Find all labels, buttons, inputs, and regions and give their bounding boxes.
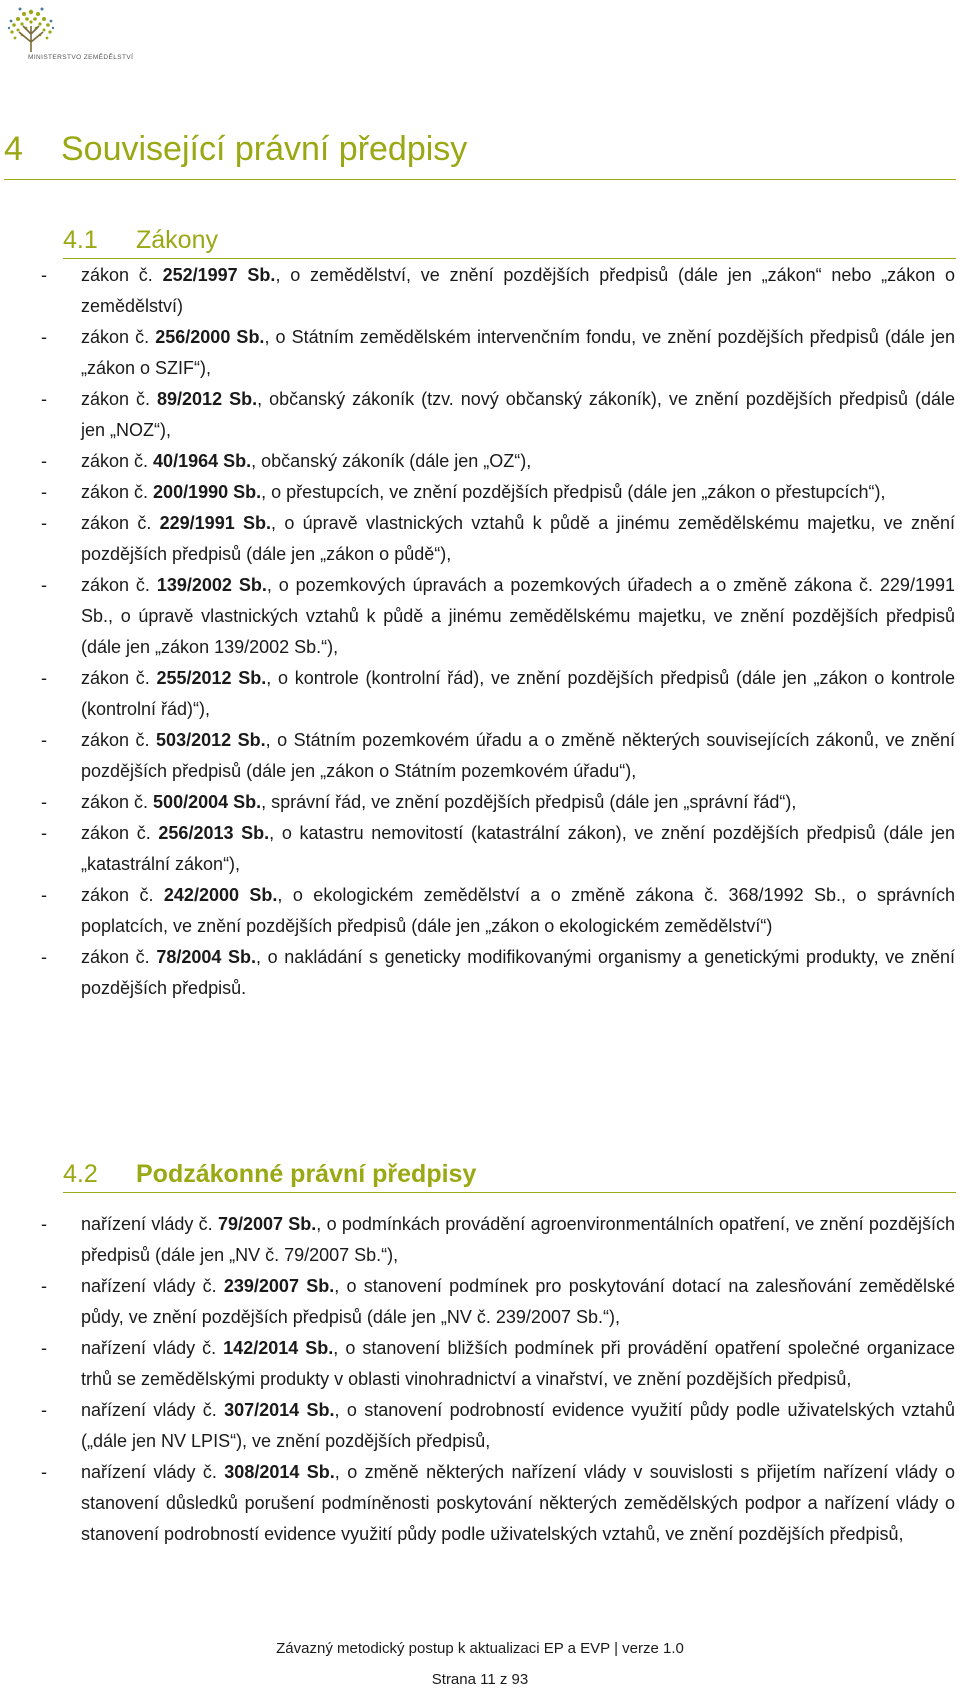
chapter-title: Související právní předpisy xyxy=(61,130,468,168)
item-description: , o změně některých nařízení vlády v souvislosti s přijetím nařízení vlády o stanovení důsledků porušení podmíněnosti poskytování některých zemědělských podpor a nařízení vlády o stanovení podrobností evidence využití půdy podle uživatelských vztahů, ve znění pozdějších předpisů, xyxy=(81,1462,955,1544)
item-reference: 256/2000 Sb. xyxy=(155,327,265,347)
list-item xyxy=(0,508,960,570)
item-prefix: nařízení vlády č. xyxy=(81,1338,224,1358)
list-dash: - xyxy=(41,730,47,750)
list-dash: - xyxy=(41,947,47,967)
footer-doc-title: Závazný metodický postup k aktualizaci EP a EVP | verze 1.0 xyxy=(276,1640,684,1657)
item-prefix: zákon č. xyxy=(81,792,154,812)
section-number: 4.2 xyxy=(63,1160,98,1188)
list-dash: - xyxy=(41,792,47,812)
item-reference: 142/2014 Sb. xyxy=(223,1338,334,1358)
footer-page-number: Strana 11 z 93 xyxy=(431,1671,529,1688)
chapter-heading xyxy=(4,130,956,180)
item-prefix: nařízení vlády č. xyxy=(81,1400,225,1420)
item-prefix: nařízení vlády č. xyxy=(81,1276,224,1296)
list-dash: - xyxy=(41,451,47,471)
item-description: , o nakládání s geneticky modifikovanými organismy a genetickými produkty, ve znění pozdějších předpisů. xyxy=(81,947,955,998)
ministry-logo xyxy=(6,4,156,66)
item-reference: 78/2004 Sb. xyxy=(156,947,257,967)
list-item xyxy=(0,942,960,1004)
list-dash: - xyxy=(41,327,47,347)
list-item xyxy=(0,1457,960,1550)
item-description: , o stanovení podrobností evidence využití půdy podle uživatelských vztahů („dále jen NV LPIS“), ve znění pozdějších předpisů, xyxy=(81,1400,955,1451)
section-heading-zakony xyxy=(63,226,956,259)
item-reference: 229/1991 Sb. xyxy=(159,513,272,533)
item-prefix: zákon č. xyxy=(81,575,157,595)
item-prefix: zákon č. xyxy=(81,451,154,471)
item-description: , správní řád, ve znění pozdějších předpisů (dále jen „správní řád“), xyxy=(261,792,797,812)
item-reference: 308/2014 Sb. xyxy=(224,1462,335,1482)
list-item xyxy=(0,880,960,942)
item-reference: 239/2007 Sb. xyxy=(223,1276,335,1296)
item-reference: 307/2014 Sb. xyxy=(224,1400,335,1420)
item-description: , o ekologickém zemědělství a o změně zákona č. 368/1992 Sb., o správních poplatcích, ve znění pozdějších předpisů (dále jen „zákon o ekologickém zemědělství“) xyxy=(81,885,955,936)
list-item xyxy=(0,260,960,322)
item-description: , občanský zákoník (tzv. nový občanský zákoník), ve znění pozdějších předpisů (dále jen „NOZ“), xyxy=(81,389,955,440)
list-dash: - xyxy=(41,1400,47,1420)
item-prefix: zákon č. xyxy=(81,327,156,347)
item-reference: 503/2012 Sb. xyxy=(156,730,266,750)
item-prefix: zákon č. xyxy=(81,885,164,905)
section-title: Zákony xyxy=(136,226,218,254)
list-item xyxy=(0,663,960,725)
section-heading-podzakonne xyxy=(63,1160,956,1193)
list-item xyxy=(0,1395,960,1457)
item-prefix: zákon č. xyxy=(81,668,157,688)
item-reference: 500/2004 Sb. xyxy=(153,792,262,812)
list-dash: - xyxy=(41,1462,47,1482)
item-prefix: zákon č. xyxy=(81,265,163,285)
list-dash: - xyxy=(41,513,47,533)
item-description: , o pozemkových úpravách a pozemkových úřadech a o změně zákona č. 229/1991 Sb., o úpravě vlastnických vztahů k půdě a jinému zemědělskému majetku, ve znění pozdějších předpisů (dále jen „zákon 139/2002 Sb.“), xyxy=(81,575,955,657)
list-dash: - xyxy=(41,1338,47,1358)
list-dash: - xyxy=(41,668,47,688)
item-prefix: nařízení vlády č. xyxy=(81,1462,225,1482)
item-reference: 252/1997 Sb. xyxy=(162,265,276,285)
list-item xyxy=(0,1271,960,1333)
list-item xyxy=(0,1209,960,1271)
list-item xyxy=(0,384,960,446)
list-item xyxy=(0,787,960,818)
item-reference: 255/2012 Sb. xyxy=(156,668,267,688)
list-item xyxy=(0,322,960,384)
item-prefix: zákon č. xyxy=(81,947,157,967)
item-reference: 256/2013 Sb. xyxy=(158,823,270,843)
list-item xyxy=(0,446,960,477)
item-description: , o katastru nemovitostí (katastrální zákon), ve znění pozdějších předpisů (dále jen „katastrální zákon“), xyxy=(81,823,955,874)
section-number: 4.1 xyxy=(63,226,98,254)
item-reference: 89/2012 Sb. xyxy=(157,389,258,409)
section-title: Podzákonné právní předpisy xyxy=(136,1160,477,1188)
list-dash: - xyxy=(41,885,47,905)
list-dash: - xyxy=(41,575,47,595)
tree-icon xyxy=(6,4,56,56)
list-dash: - xyxy=(41,482,47,502)
list-dash: - xyxy=(41,389,47,409)
item-reference: 139/2002 Sb. xyxy=(156,575,267,595)
item-description: , o úpravě vlastnických vztahů k půdě a jinému zemědělskému majetku, ve znění pozdějších předpisů (dále jen „zákon o půdě“), xyxy=(81,513,955,564)
item-description: , o stanovení podmínek pro poskytování dotací na zalesňování zemědělské půdy, ve znění pozdějších předpisů (dále jen „NV č. 239/2007 Sb.“), xyxy=(81,1276,955,1327)
list-item xyxy=(0,818,960,880)
item-description: , o Státním pozemkovém úřadu a o změně některých souvisejících zákonů, ve znění pozdějších předpisů (dále jen „zákon o Státním pozemkovém úřadu“), xyxy=(81,730,955,781)
item-prefix: zákon č. xyxy=(81,482,154,502)
list-item xyxy=(0,570,960,663)
item-description: , občanský zákoník (dále jen „OZ“), xyxy=(251,451,532,471)
item-description: , o podmínkách provádění agroenvironmentálních opatření, ve znění pozdějších předpisů (dále jen „NV č. 79/2007 Sb.“), xyxy=(81,1214,955,1265)
item-description: , o stanovení bližších podmínek při provádění opatření společné organizace trhů se zemědělskými produkty v oblasti vinohradnictví a vinařství, ve znění pozdějších předpisů, xyxy=(81,1338,955,1389)
item-reference: 200/1990 Sb. xyxy=(153,482,262,502)
list-dash: - xyxy=(41,1276,47,1296)
item-description: , o zemědělství, ve znění pozdějších předpisů (dále jen „zákon“ nebo „zákon o zemědělství) xyxy=(81,265,955,316)
item-prefix: zákon č. xyxy=(81,389,158,409)
laws-list xyxy=(0,260,960,1004)
item-prefix: nařízení vlády č. xyxy=(81,1214,218,1234)
logo-text: MINISTERSTVO ZEMĚDĚLSTVÍ xyxy=(28,54,134,61)
list-dash: - xyxy=(41,1214,47,1234)
item-description: , o přestupcích, ve znění pozdějších předpisů (dále jen „zákon o přestupcích“), xyxy=(261,482,886,502)
item-prefix: zákon č. xyxy=(81,823,159,843)
chapter-number: 4 xyxy=(4,130,23,168)
item-prefix: zákon č. xyxy=(81,513,160,533)
item-reference: 79/2007 Sb. xyxy=(217,1214,317,1234)
regulations-list xyxy=(0,1209,960,1550)
list-dash: - xyxy=(41,823,47,843)
list-item xyxy=(0,1333,960,1395)
item-prefix: zákon č. xyxy=(81,730,157,750)
list-item xyxy=(0,477,960,508)
item-reference: 242/2000 Sb. xyxy=(163,885,278,905)
list-item xyxy=(0,725,960,787)
item-description: , o Státním zemědělském intervenčním fondu, ve znění pozdějších předpisů (dále jen „zákon o SZIF“), xyxy=(81,327,955,378)
list-dash: - xyxy=(41,265,47,285)
item-description: , o kontrole (kontrolní řád), ve znění pozdějších předpisů (dále jen „zákon o kontrole (kontrolní řád)“), xyxy=(81,668,955,719)
item-reference: 40/1964 Sb. xyxy=(153,451,252,471)
